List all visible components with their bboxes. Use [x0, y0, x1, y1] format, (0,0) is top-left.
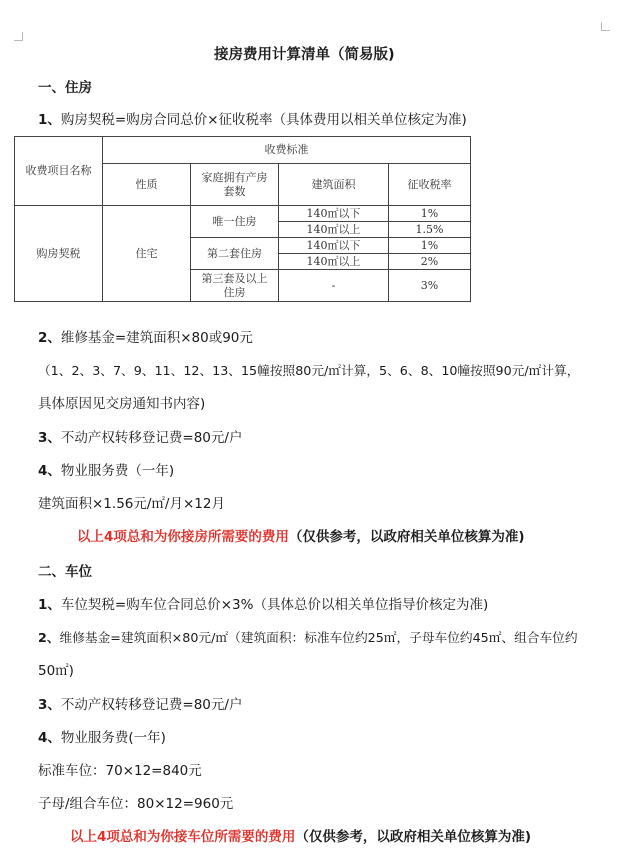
summary-highlight: 以上4项总和为你接房所需要的费用 — [77, 529, 289, 545]
parking-item-2-cont: 50㎡) — [38, 663, 74, 679]
parking-calc-standard: 标准车位：70×12=840元 — [38, 763, 202, 779]
margin-mark-top-right — [601, 22, 610, 31]
cell-area: 140㎡以下 — [279, 238, 389, 254]
cell-item-name: 购房契税 — [15, 206, 103, 302]
cell-area: 140㎡以上 — [279, 254, 389, 270]
summary-highlight: 以上4项总和为你接车位所需要的费用 — [70, 829, 296, 845]
cell-rate: 1% — [389, 238, 471, 254]
header-area: 建筑面积 — [279, 164, 389, 206]
cell-rate: 2% — [389, 254, 471, 270]
section-heading-housing: 一、住房 — [38, 80, 92, 96]
item-number: 4、 — [38, 730, 61, 746]
item-number: 2、 — [38, 630, 60, 645]
section-heading-parking: 二、车位 — [38, 564, 92, 580]
header-house-count-line1: 家庭拥有产房 — [201, 170, 268, 184]
cell-house-count-line1: 第三套及以上 — [201, 271, 268, 285]
item-number: 2、 — [38, 330, 61, 346]
header-rate: 征收税率 — [389, 164, 471, 206]
table-row — [15, 206, 471, 222]
cell-area: 140㎡以下 — [279, 206, 389, 222]
item-text: 不动产权转移登记费=80元/户 — [60, 430, 243, 446]
header-item-name: 收费项目名称 — [15, 137, 103, 206]
housing-item-2-note-line2: 具体原因见交房通知书内容) — [38, 396, 206, 412]
summary-note: （仅供参考，以政府相关单位核算为准) — [288, 529, 525, 545]
parking-item-2 — [38, 629, 578, 647]
item-text: 车位契税=购车位合同总价×3%（具体总价以相关单位指导价核定为准) — [60, 597, 489, 613]
header-nature: 性质 — [103, 164, 191, 206]
parking-summary — [70, 828, 531, 846]
deed-tax-table — [14, 136, 471, 302]
item-text: 物业服务费（一年) — [60, 463, 175, 479]
housing-item-4-formula: 建筑面积×1.56元/㎡/月×12月 — [38, 496, 225, 512]
parking-item-1 — [38, 596, 488, 614]
cell-rate: 1% — [389, 206, 471, 222]
item-text: 物业服务费(一年) — [60, 730, 166, 746]
header-house-count — [191, 164, 279, 206]
parking-item-3 — [38, 696, 242, 714]
housing-item-4 — [38, 462, 174, 480]
cell-rate: 3% — [389, 270, 471, 302]
housing-item-2 — [38, 329, 253, 347]
cell-rate: 1.5% — [389, 222, 471, 238]
item-number: 1、 — [38, 112, 61, 128]
margin-mark-top-left — [14, 32, 23, 41]
summary-note: （仅供参考，以政府相关单位核算为准) — [295, 829, 532, 845]
header-standard: 收费标准 — [103, 137, 471, 164]
housing-item-1 — [38, 111, 467, 129]
document-title: 接房费用计算清单（简易版) — [214, 47, 395, 63]
cell-area: - — [279, 270, 389, 302]
item-text: 维修基金=建筑面积×80元/㎡（建筑面积：标准车位约25㎡，子母车位约45㎡、组合车位约 — [59, 630, 578, 645]
cell-house-count — [191, 270, 279, 302]
housing-item-2-note-line1: （1、2、3、7、9、11、12、13、15幢按照80元/㎡计算，5、6、8、10幢按照90元/㎡计算， — [38, 363, 580, 378]
parking-calc-combined: 子母/组合车位：80×12=960元 — [38, 796, 234, 812]
item-number: 4、 — [38, 463, 61, 479]
item-text: 维修基金=建筑面积×80或90元 — [60, 330, 253, 346]
housing-summary — [77, 528, 525, 546]
cell-area: 140㎡以上 — [279, 222, 389, 238]
item-number: 3、 — [38, 697, 61, 713]
cell-house-count: 第二套住房 — [191, 238, 279, 270]
cell-house-count: 唯一住房 — [191, 206, 279, 238]
item-text: 购房契税=购房合同总价×征收税率（具体费用以相关单位核定为准) — [60, 112, 467, 128]
parking-item-4 — [38, 729, 166, 747]
cell-house-count-line2: 住房 — [223, 285, 246, 299]
table-row — [15, 137, 471, 164]
item-text: 不动产权转移登记费=80元/户 — [60, 697, 243, 713]
cell-nature: 住宅 — [103, 206, 191, 302]
header-house-count-line2: 套数 — [223, 184, 246, 198]
item-number: 1、 — [38, 597, 61, 613]
housing-item-3 — [38, 429, 242, 447]
item-number: 3、 — [38, 430, 61, 446]
